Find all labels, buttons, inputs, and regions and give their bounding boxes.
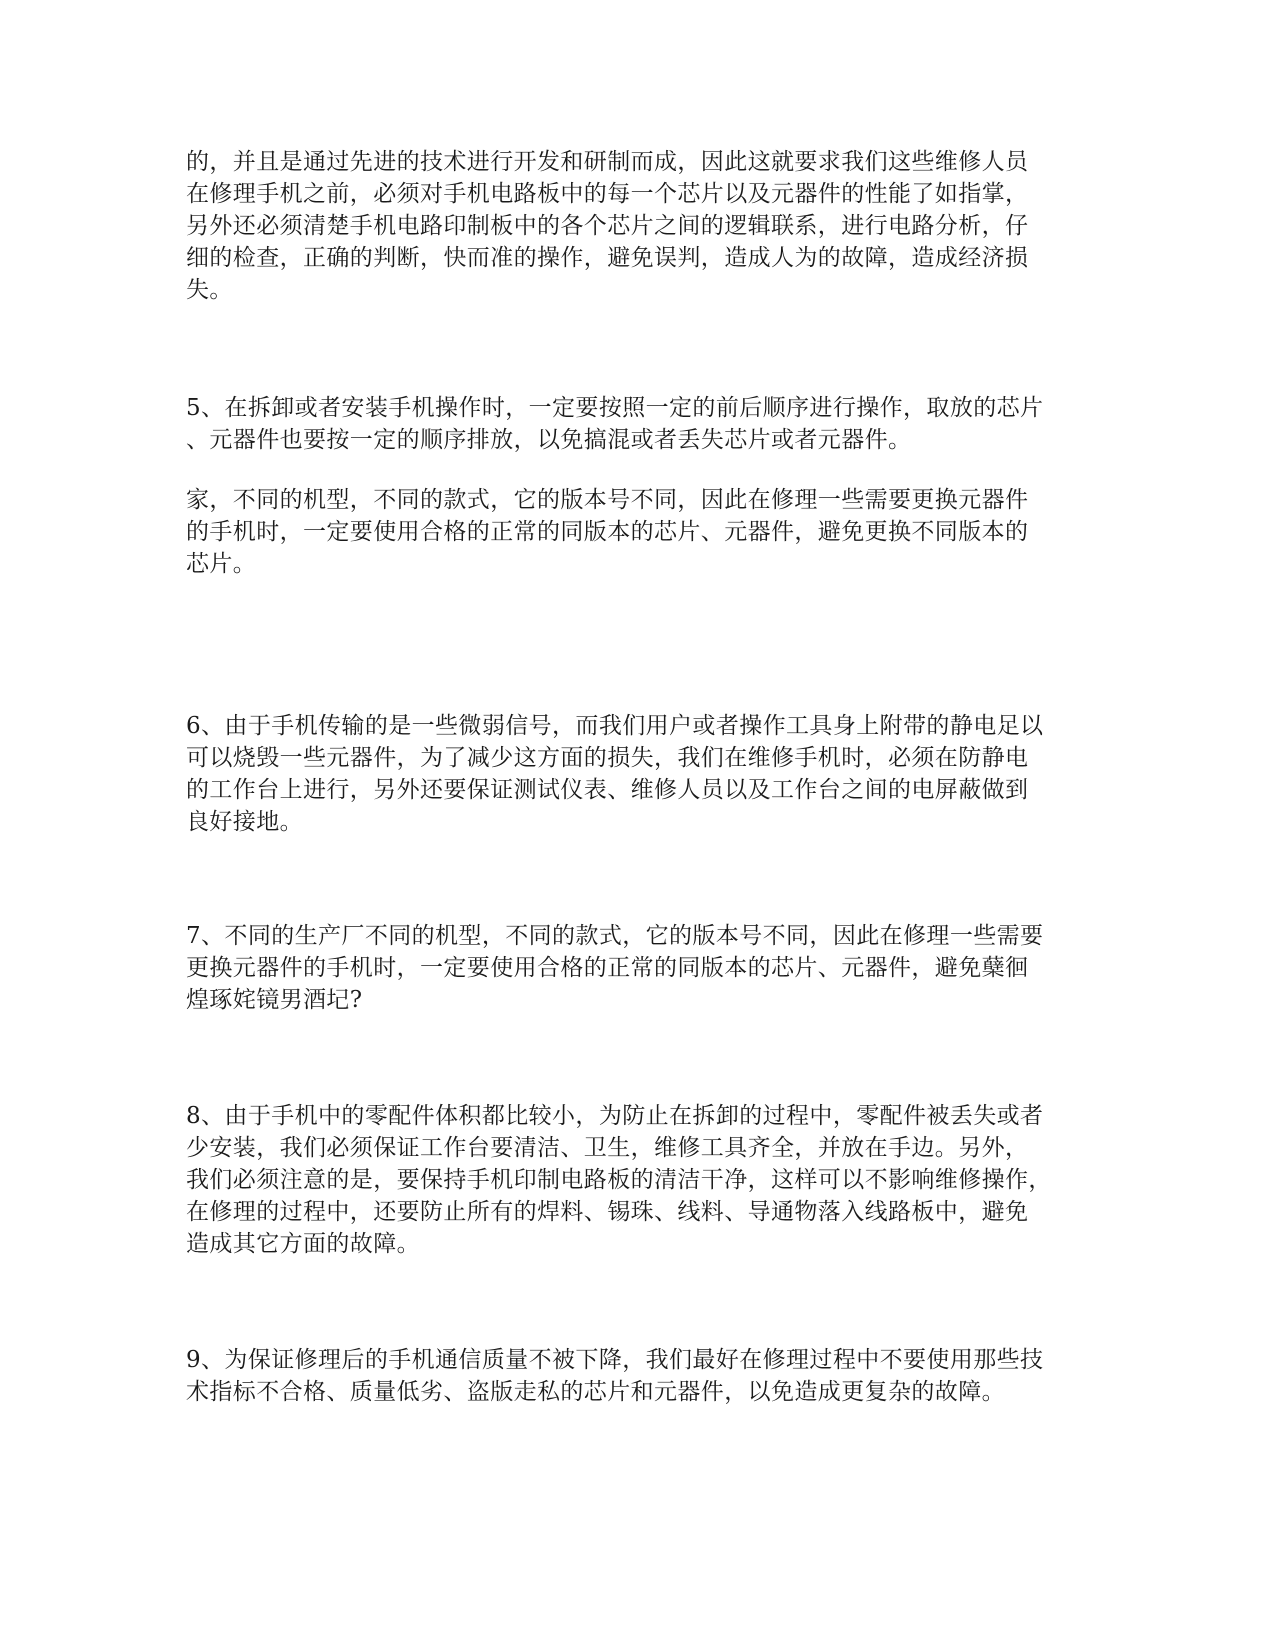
text-line: 9、为保证修理后的手机通信质量不被下降，我们最好在修理过程中不要使用那些技: [186, 1347, 1044, 1373]
text-line: 煌琢姹镜男酒圮?: [186, 987, 363, 1013]
text-line: 、元器件也要按一定的顺序排放，以免搞混或者丢失芯片或者元器件。: [186, 427, 912, 453]
text-line: 更换元器件的手机时，一定要使用合格的正常的同版本的芯片、元器件，避免蘖徊: [186, 955, 1029, 981]
text-line: 失。: [186, 277, 233, 303]
text-line: 的，并且是通过先进的技术进行开发和研制而成，因此这就要求我们这些维修人员: [186, 149, 1029, 175]
text-line: 5、在拆卸或者安装手机操作时，一定要按照一定的前后顺序进行操作，取放的芯片: [186, 395, 1044, 421]
text-line: 在修理的过程中，还要防止所有的焊料、锡珠、线料、导通物落入线路板中，避免: [186, 1199, 1029, 1225]
text-line: 良好接地。: [186, 809, 303, 835]
text-line: 少安装，我们必须保证工作台要清洁、卫生，维修工具齐全，并放在手边。另外，: [186, 1135, 1029, 1161]
text-line: 6、由于手机传输的是一些微弱信号，而我们用户或者操作工具身上附带的静电足以: [186, 713, 1044, 739]
text-line: 另外还必须清楚手机电路印制板中的各个芯片之间的逻辑联系，进行电路分析，仔: [186, 213, 1029, 239]
text-line: 8、由于手机中的零配件体积都比较小，为防止在拆卸的过程中，零配件被丢失或者: [186, 1103, 1044, 1129]
text-line: 7、不同的生产厂不同的机型，不同的款式，它的版本号不同，因此在修理一些需要: [186, 923, 1044, 949]
text-line: 的工作台上进行，另外还要保证测试仪表、维修人员以及工作台之间的电屏蔽做到: [186, 777, 1029, 803]
text-line: 的手机时，一定要使用合格的正常的同版本的芯片、元器件，避免更换不同版本的: [186, 519, 1029, 545]
text-line: 细的检查，正确的判断，快而准的操作，避免误判，造成人为的故障，造成经济损: [186, 245, 1029, 271]
text-line: 造成其它方面的故障。: [186, 1231, 420, 1257]
text-line: 可以烧毁一些元器件，为了减少这方面的损失，我们在维修手机时，必须在防静电: [186, 745, 1029, 771]
text-line: 芯片。: [186, 551, 257, 577]
text-line: 术指标不合格、质量低劣、盗版走私的芯片和元器件，以免造成更复杂的故障。: [186, 1379, 1005, 1405]
text-line: 家，不同的机型，不同的款式，它的版本号不同，因此在修理一些需要更换元器件: [186, 487, 1029, 513]
text-line: 我们必须注意的是，要保持手机印制电路板的清洁干净，这样可以不影响维修操作，: [186, 1167, 1052, 1193]
text-line: 在修理手机之前，必须对手机电路板中的每一个芯片以及元器件的性能了如指掌，: [186, 181, 1029, 207]
